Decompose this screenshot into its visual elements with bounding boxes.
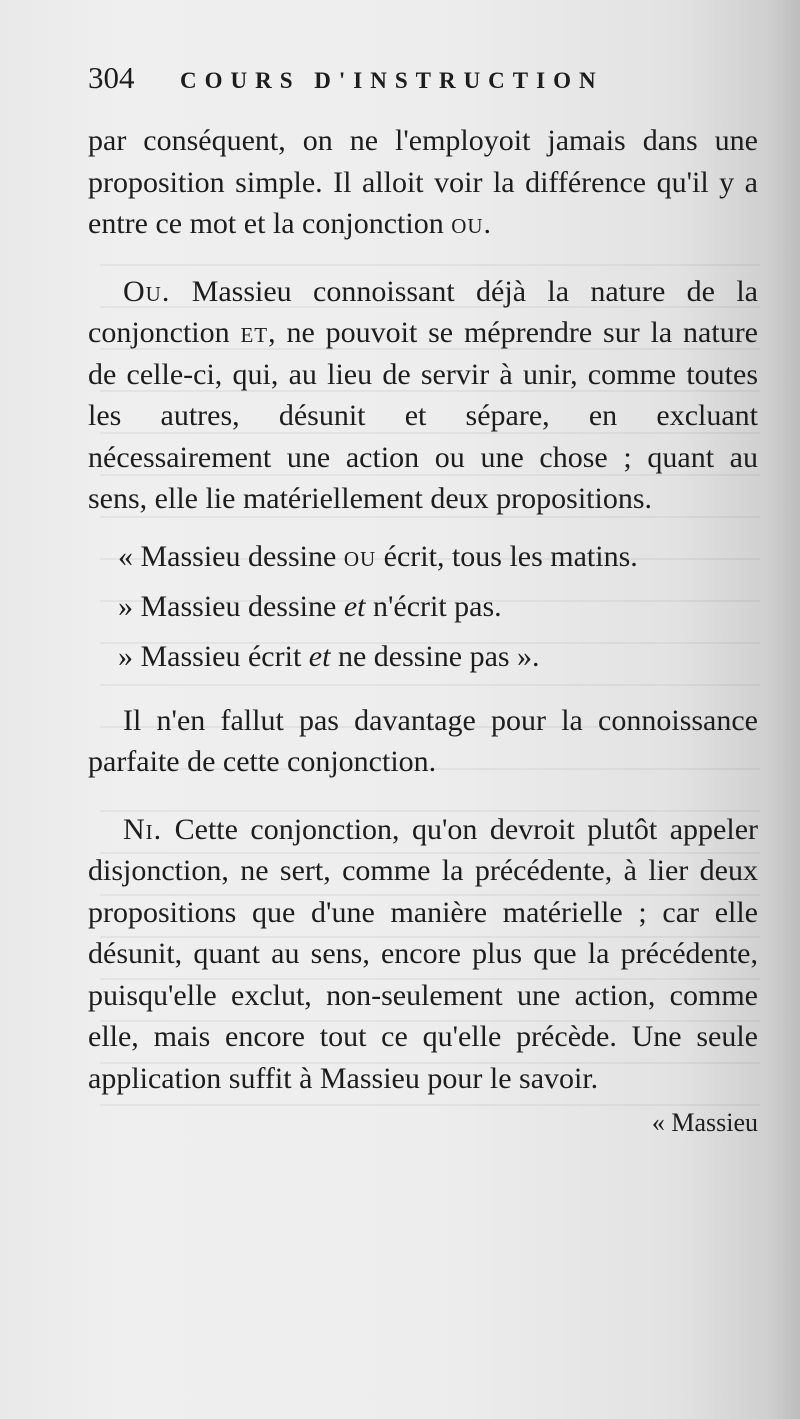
paragraph-ou-text-a: Massieu connoissant déjà la nature de la conjonction bbox=[88, 274, 758, 349]
paragraph-ni-text: Cette conjonction, qu'on devroit plutôt appeler disjonction, ne sert, comme la précédente, à lier deux propositions que d'une manière matérielle ; car elle désunit, quant au sens, encore plus que la précédente, puisqu'elle exclut, non-seulement une action, comme elle, mais encore tout ce qu'elle précède. Une seule application suffit à Massieu pour le savoir. bbox=[88, 812, 758, 1095]
paragraph-1-smallcaps: ou. bbox=[451, 207, 493, 240]
quote-1-smallcaps: ou bbox=[343, 539, 377, 573]
quote-line-3 bbox=[88, 632, 758, 682]
quote-1-b: écrit, tous les matins. bbox=[376, 539, 638, 573]
quote-2-italic: et bbox=[343, 589, 366, 623]
paragraph-ou-smallcaps: et bbox=[240, 316, 269, 349]
quote-line-2 bbox=[88, 582, 758, 632]
spacer bbox=[88, 245, 758, 271]
spacer bbox=[88, 682, 758, 700]
quote-1-a: « Massieu dessine bbox=[118, 539, 344, 573]
quote-3-a: » Massieu écrit bbox=[118, 639, 309, 673]
quote-2-b: n'écrit pas. bbox=[365, 589, 502, 623]
paragraph-ni bbox=[88, 809, 758, 1100]
paragraph-3: Il n'en fallut pas davantage pour la connoissance parfaite de cette conjonction. bbox=[88, 703, 758, 778]
page-number: 304 bbox=[88, 60, 135, 95]
spacer bbox=[88, 783, 758, 809]
running-header bbox=[88, 60, 758, 120]
quote-3-italic: et bbox=[308, 639, 331, 673]
quote-2-a: » Massieu dessine bbox=[118, 589, 344, 623]
paragraph-ni-lead: Ni. bbox=[123, 812, 163, 846]
running-title: COURS D'INSTRUCTION bbox=[180, 68, 604, 93]
paragraph-1-text: par conséquent, on ne l'employoit jamais dans une proposition simple. Il alloit voir la différence qu'il y a entre ce mot et la conjonction bbox=[88, 124, 758, 240]
paragraph-ou bbox=[88, 271, 758, 520]
quote-line-1 bbox=[88, 532, 758, 582]
paragraph-1 bbox=[88, 120, 758, 245]
spacer bbox=[88, 520, 758, 532]
catchword: « Massieu bbox=[651, 1108, 758, 1137]
page-content bbox=[88, 60, 758, 1143]
quote-3-b: ne dessine pas ». bbox=[330, 639, 540, 673]
paragraph-ou-text-b: , ne pouvoit se méprendre sur la nature de celle-ci, qui, au lieu de servir à unir, comme toutes les autres, désunit et sépare, en excluant nécessairement une action ou une chose ; quant au sens, elle lie matériellement deux propositions. bbox=[88, 316, 759, 515]
paragraph-ou-lead: Ou. bbox=[123, 274, 171, 308]
